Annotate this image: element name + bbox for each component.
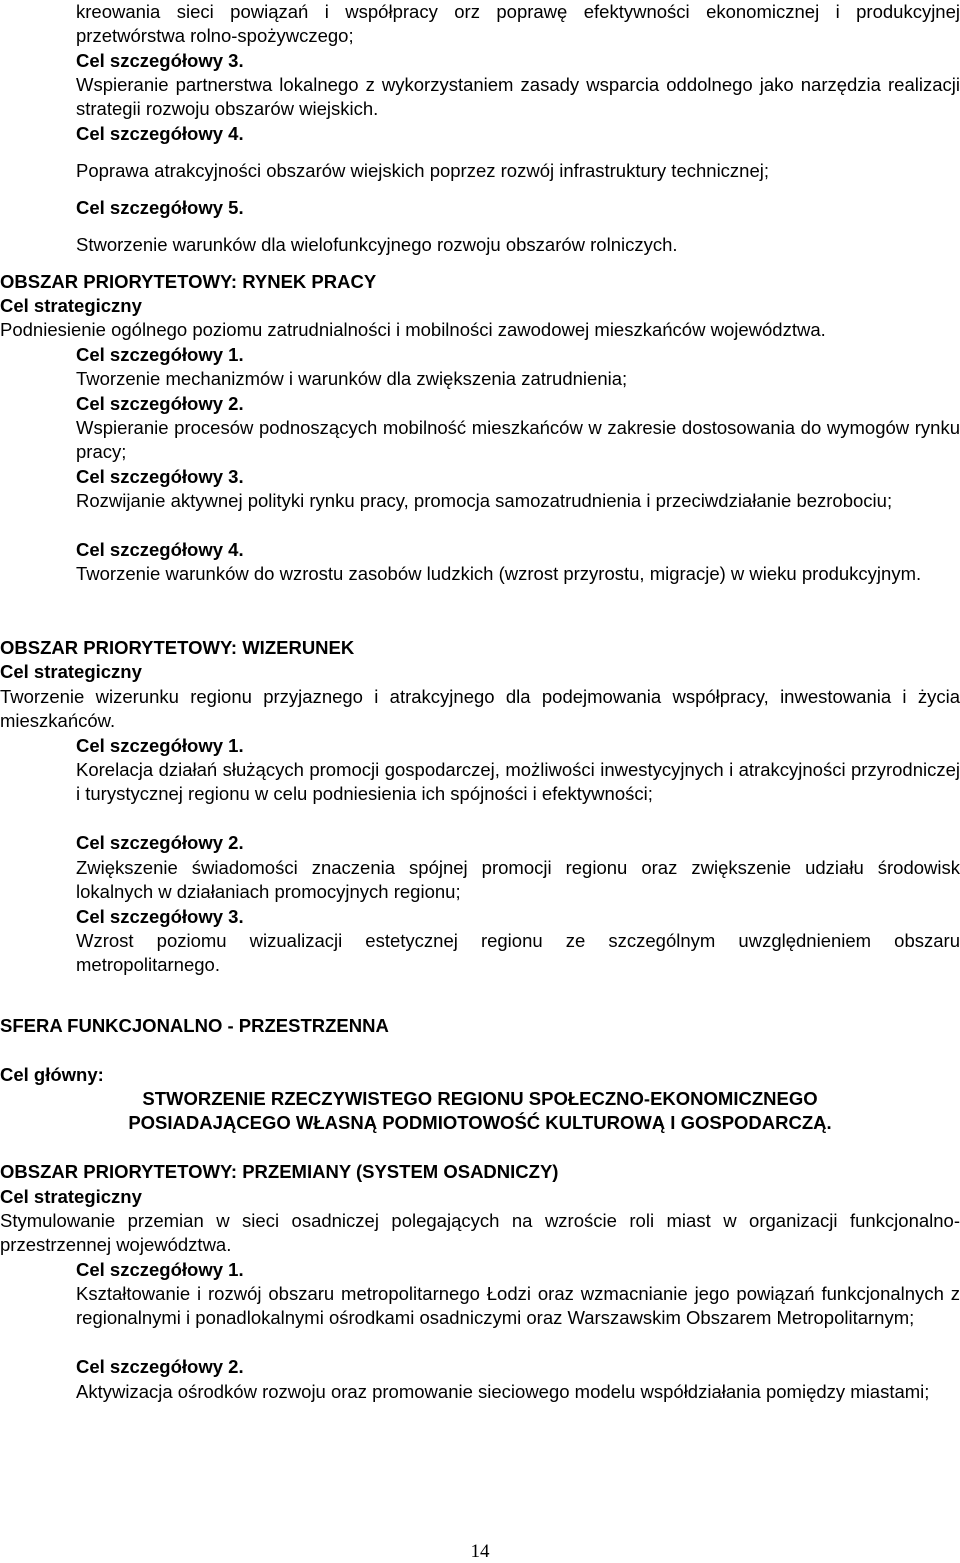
sphere-title: SFERA FUNKCJONALNO - PRZESTRZENNA — [0, 1015, 389, 1036]
strategic-goal-text: Stymulowanie przemian w sieci osadniczej polegających na wzroście roli miast w organizacji funkcjonalno-przestrzennej województwa. — [0, 1210, 960, 1256]
main-goal-label: Cel główny: — [0, 1064, 104, 1085]
paragraph: kreowania sieci powiązań i współpracy orz poprawę efektywności ekonomicznej i produkcyjnej przetwórstwa rolno-spożywczego; — [76, 1, 960, 47]
main-goal-text: STWORZENIE RZECZYWISTEGO REGIONU SPOŁECZNO-EKONOMICZNEGO — [142, 1088, 818, 1109]
strategic-goal-label: Cel strategiczny — [0, 661, 142, 682]
paragraph: Wspieranie partnerstwa lokalnego z wykorzystaniem zasady wsparcia oddolnego jako narzędzia realizacji strategii rozwoju obszarów wiejskich. — [76, 74, 960, 120]
main-goal-text: POSIADAJĄCEGO WŁASNĄ PODMIOTOWOŚĆ KULTUROWĄ I GOSPODARCZĄ. — [128, 1112, 832, 1133]
objective-heading: Cel szczegółowy 2. — [76, 1356, 244, 1377]
page-number: 14 — [470, 1541, 490, 1562]
paragraph: Tworzenie mechanizmów i warunków dla zwiększenia zatrudnienia; — [76, 368, 628, 389]
paragraph: Poprawa atrakcyjności obszarów wiejskich poprzez rozwój infrastruktury technicznej; — [76, 160, 770, 181]
objective-heading: Cel szczegółowy 3. — [76, 466, 244, 487]
objective-heading: Cel szczegółowy 1. — [76, 1259, 244, 1280]
objective-heading: Cel szczegółowy 5. — [76, 197, 244, 218]
section-title: OBSZAR PRIORYTETOWY: PRZEMIANY (SYSTEM OSADNICZY) — [0, 1161, 559, 1182]
strategic-goal-text: Tworzenie wizerunku regionu przyjaznego i atrakcyjnego dla podejmowania współpracy, inwestowania i życia mieszkańców. — [0, 686, 960, 732]
paragraph: Kształtowanie i rozwój obszaru metropolitarnego Łodzi oraz wzmacnianie jego powiązań funkcjonalnych z regionalnymi i ponadlokalnymi ośrodkami osadniczymi oraz Warszawskim Obszarem Metropolitarnym; — [76, 1283, 960, 1329]
paragraph: Wzrost poziomu wizualizacji estetycznej regionu ze szczególnym uwzględnieniem obszaru metropolitarnego. — [76, 930, 960, 976]
objective-heading: Cel szczegółowy 4. — [76, 539, 244, 560]
objective-heading: Cel szczegółowy 4. — [76, 123, 244, 144]
section-title: OBSZAR PRIORYTETOWY: RYNEK PRACY — [0, 271, 377, 292]
paragraph: Wspieranie procesów podnoszących mobilność mieszkańców w zakresie dostosowania do wymogów rynku pracy; — [76, 417, 960, 463]
objective-heading: Cel szczegółowy 3. — [76, 906, 244, 927]
objective-heading: Cel szczegółowy 2. — [76, 393, 244, 414]
section-title: OBSZAR PRIORYTETOWY: WIZERUNEK — [0, 637, 355, 658]
objective-heading: Cel szczegółowy 1. — [76, 344, 244, 365]
strategic-goal-text: Podniesienie ogólnego poziomu zatrudnialności i mobilności zawodowej mieszkańców województwa. — [0, 319, 826, 340]
strategic-goal-label: Cel strategiczny — [0, 295, 142, 316]
objective-heading: Cel szczegółowy 2. — [76, 832, 244, 853]
paragraph: Korelacja działań służących promocji gospodarczej, możliwości inwestycyjnych i atrakcyjności przyrodniczej i turystycznej regionu w celu podniesienia ich spójności i efektywności; — [76, 759, 960, 805]
paragraph: Rozwijanie aktywnej polityki rynku pracy, promocja samozatrudnienia i przeciwdziałanie bezrobociu; — [76, 490, 893, 511]
paragraph: Stworzenie warunków dla wielofunkcyjnego rozwoju obszarów rolniczych. — [76, 234, 678, 255]
objective-heading: Cel szczegółowy 3. — [76, 50, 244, 71]
strategic-goal-label: Cel strategiczny — [0, 1186, 142, 1207]
paragraph: Tworzenie warunków do wzrostu zasobów ludzkich (wzrost przyrostu, migracje) w wieku produkcyjnym. — [76, 563, 922, 584]
objective-heading: Cel szczegółowy 1. — [76, 735, 244, 756]
paragraph: Aktywizacja ośrodków rozwoju oraz promowanie sieciowego modelu współdziałania pomiędzy miastami; — [76, 1381, 930, 1402]
paragraph: Zwiększenie świadomości znaczenia spójnej promocji regionu oraz zwiększenie udziału środowisk lokalnych w działaniach promocyjnych regionu; — [76, 857, 960, 903]
